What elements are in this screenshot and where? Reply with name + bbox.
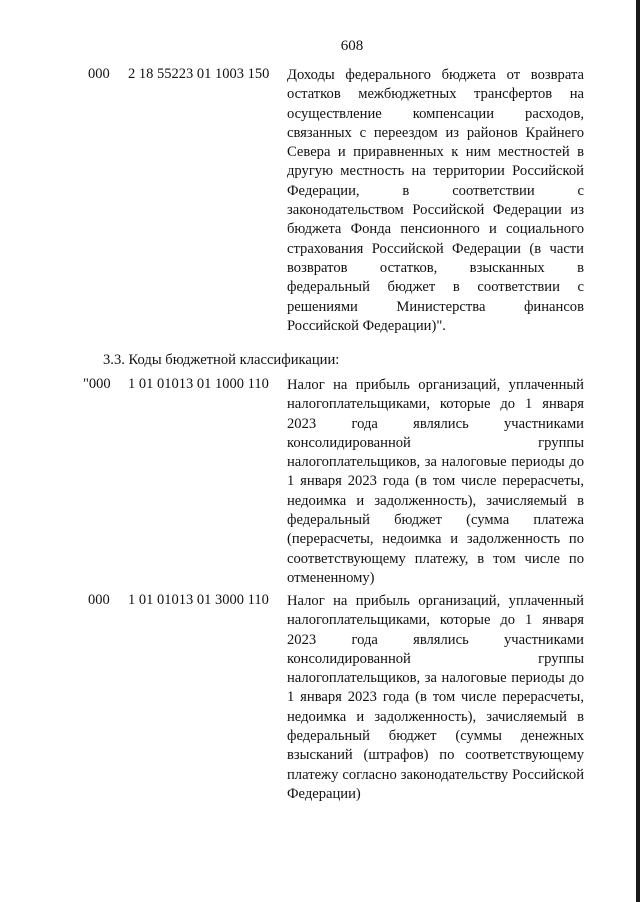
section-heading: 3.3. Коды бюджетной классификации: [103,352,340,368]
entry-description: Доходы федерального бюджета от возврата остатков межбюджетных трансфертов на осуществление компенсации расходов, связанных с переездом из районов Крайнего Севера и приравненных к ним местностей в другую местность на территории Российской Федерации, в соответствии с законодательством Российской Федерации из бюджета Фонда пенсионного и социального страхования Российской Федерации (в части возвратов остатков, взысканных в федеральный бюджет в соответствии с решениями Министерства финансов Российской Федерации)". [287,67,584,334]
page-edge [636,0,640,902]
budget-classification-code: 1 01 01013 01 1000 110 [128,376,269,392]
entry-description: Налог на прибыль организаций, уплаченный налогоплательщиками, которые до 1 января 2023 года являлись участниками консолидированной группы налогоплательщиков, за налоговые периоды до 1 января 2023 года (в том числе перерасчеты, недоимка и задолженность), зачисляемый в федеральный бюджет (сумма платежа (перерасчеты, недоимка и задолженность по соответствующему платежу, в том числе по отмененному) [287,377,584,586]
entry-description: Налог на прибыль организаций, уплаченный налогоплательщиками, которые до 1 января 2023 года являлись участниками консолидированной группы налогоплательщиков, за налоговые периоды до 1 января 2023 года (в том числе перерасчеты, недоимка и задолженность), зачисляемый в федеральный бюджет (суммы денежных взысканий (штрафов) по соответствующему платежу согласно законодательству Российской Федерации) [287,593,584,802]
administrator-code: 000 [88,592,110,608]
administrator-code: "000 [83,376,111,392]
budget-classification-code: 1 01 01013 01 3000 110 [128,592,269,608]
administrator-code: 000 [88,66,110,82]
budget-classification-code: 2 18 55223 01 1003 150 [128,66,270,82]
page-number: 608 [340,38,364,54]
